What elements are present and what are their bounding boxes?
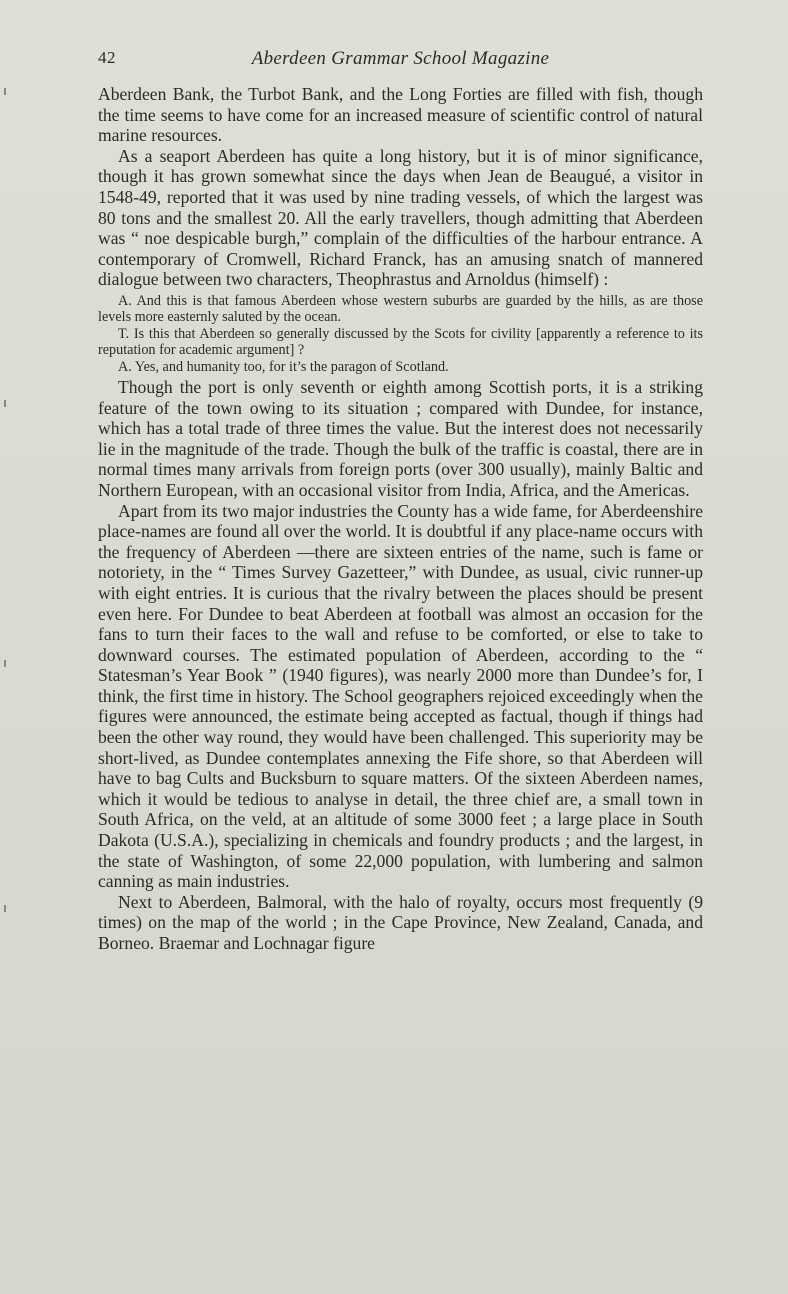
paragraph-balmoral: Next to Aberdeen, Balmoral, with the halo of royalty, occurs most frequently (9 times) on the map of the world ; in the Cape Province, New Zealand, Canada, and Borneo. Braemar and Lochnagar figure <box>98 891 703 953</box>
dialogue-quote <box>98 293 703 375</box>
paragraph-seaport-history: As a seaport Aberdeen has quite a long history, but it is of minor significance, though it has grown somewhat since the days when Jean de Beaugué, a visitor in 1548-49, reported that it was used by nine trading vessels, of which the largest was 80 tons and the smallest 20. All the early travellers, though admitting that Aberdeen was “ noe despicable burgh,” complain of the difficulties of the harbour entrance. A contemporary of Cromwell, Richard Franck, has an amusing snatch of mannered dialogue between two characters, Theophrastus and Arnoldus (himself) : <box>98 145 703 290</box>
paragraph-port-trade: Though the port is only seventh or eighth among Scottish ports, it is a striking feature of the town owing to its situation ; compared with Dundee, for instance, which has a total trade of three times the value. But the interest does not necessarily lie in the magnitude of the trade. Though the bulk of the traffic is coastal, there are in normal times many arrivals from foreign ports (over 300 usually), mainly Baltic and Northern European, with an occasional visitor from India, Africa, and the Americas. <box>98 376 703 500</box>
paragraph-place-names: Apart from its two major industries the County has a wide fame, for Aberdeenshire place-names are found all over the world. It is doubtful if any place-name occurs with the frequency of Aberdeen —there are sixteen entries of the name, such is fame or notoriety, in the “ Times Survey Gazetteer,” with Dundee, as usual, civic runner-up with eight entries. It is curious that the rivalry between the places should be present even here. For Dundee to beat Aberdeen at football was almost an occasion for the fans to turn their faces to the wall and refuse to be comforted, or else to take to downward courses. The estimated population of Aberdeen, according to the “ Statesman’s Year Book ” (1940 figures), was nearly 2000 more than Dundee’s for, I think, the first time in history. The School geographers rejoiced exceedingly when the figures were announced, the estimate being accepted as factual, though if things had been the other way round, they would have been challenged. This superiority may be short-lived, as Dundee contemplates annexing the Fife shore, so that Aberdeen will have to bag Cults and Bucksburn to square matters. Of the sixteen Aberdeen names, which it would be tedious to analyse in detail, the three chief are, a small town in South Africa, on the veld, at an altitude of some 3000 feet ; a large place in South Dakota (U.S.A.), specializing in chemicals and foundry products ; and the largest, in the state of Washington, of some 22,000 population, with lumbering and salmon canning as main industries. <box>98 500 703 892</box>
margin-mark <box>4 88 6 95</box>
dialogue-line: A. And this is that famous Aberdeen whose western suburbs are guarded by the hills, as are those levels more easternly saluted by the ocean. <box>98 292 703 326</box>
running-title: Aberdeen Grammar School Magazine <box>251 48 550 69</box>
dialogue-line: T. Is this that Aberdeen so generally discussed by the Scots for civility [apparently a reference to its reputation for academic argument] ? <box>98 325 703 359</box>
page-number: 42 <box>98 48 116 67</box>
dialogue-line: A. Yes, and humanity too, for it’s the paragon of Scotland. <box>118 358 449 375</box>
margin-mark <box>4 905 6 912</box>
margin-mark <box>4 660 6 667</box>
page-header <box>98 48 703 74</box>
page-body <box>98 84 703 954</box>
paragraph-marine-resources: Aberdeen Bank, the Turbot Bank, and the Long Forties are filled with fish, though the time seems to have come for an increased measure of scientific control of natural marine resources. <box>98 84 703 146</box>
margin-mark <box>4 400 6 407</box>
